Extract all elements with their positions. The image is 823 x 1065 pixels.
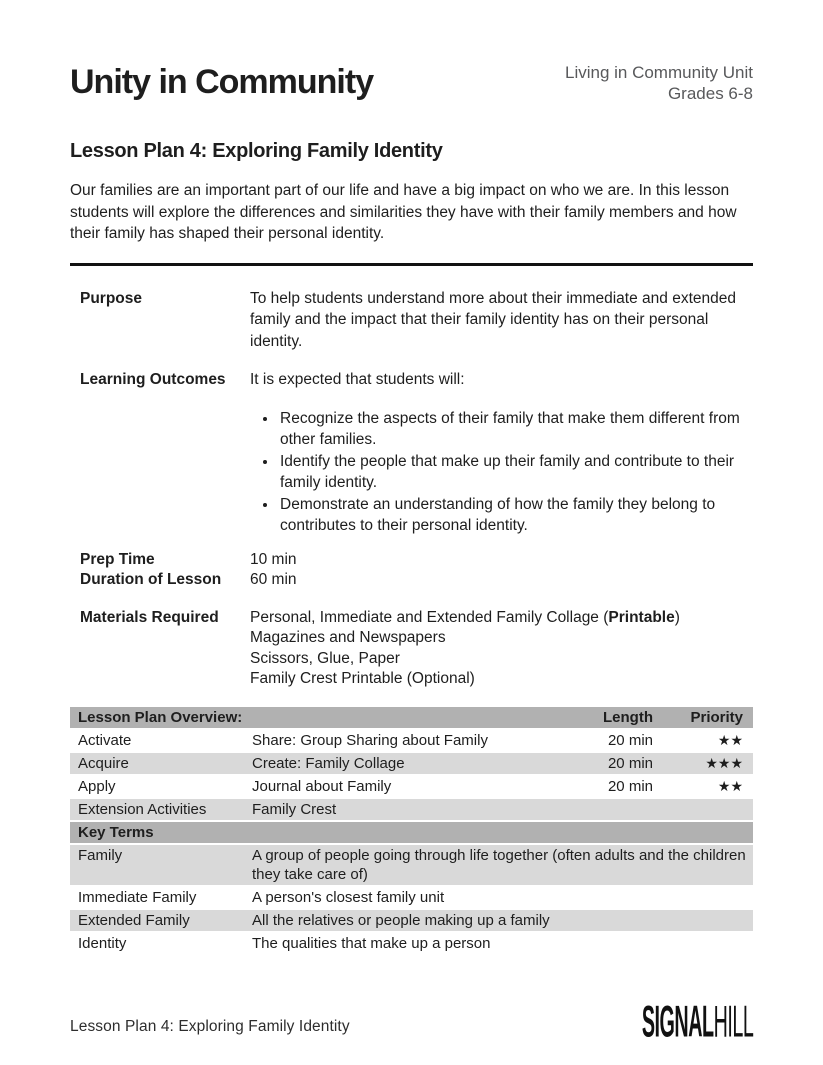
prep-time-value: 10 min <box>250 550 297 568</box>
overview-header-priority: Priority <box>690 708 743 726</box>
activity-cell: Activate <box>78 731 132 749</box>
section-divider <box>70 263 753 266</box>
definition-cell: The qualities that make up a person <box>252 934 491 952</box>
lesson-details-section <box>70 288 753 690</box>
activity-cell: Extension Activities <box>78 800 207 818</box>
materials-list <box>250 608 753 690</box>
materials-text-segment: Scissors, Glue, Paper <box>250 649 400 667</box>
document-footer <box>70 996 753 1046</box>
overview-row <box>70 753 753 776</box>
materials-bold-segment: Printable <box>608 608 675 626</box>
materials-text-segment: Magazines and Newspapers <box>250 629 446 646</box>
materials-text-segment: Personal, Immediate and Extended Family Collage ( <box>250 608 609 626</box>
footer-title: Lesson Plan 4: Exploring Family Identity <box>70 1017 350 1035</box>
description-cell: Journal about Family <box>252 777 392 795</box>
priority-stars: ★★ <box>717 777 743 794</box>
materials-line <box>250 608 753 629</box>
purpose-label: Purpose <box>80 289 143 307</box>
materials-row <box>80 608 753 690</box>
key-terms-header-spacer <box>252 823 753 842</box>
term-cell: Identity <box>78 934 127 952</box>
key-term-row <box>70 910 753 933</box>
learning-outcome-item: • Demonstrate an understanding of how the family they belong to contributes to their personal identity. <box>278 494 753 537</box>
materials-line <box>250 649 753 670</box>
learning-outcomes-list <box>250 408 753 537</box>
priority-stars <box>663 800 753 819</box>
unit-name: Living in Community Unit <box>564 63 753 82</box>
logo-hill-text: HILL <box>713 996 753 1046</box>
materials-text-segment: ) <box>674 608 680 626</box>
prep-time-row <box>80 550 753 571</box>
learning-outcome-item: • Identify the people that make up their family and contribute to their family identity. <box>278 451 753 494</box>
overview-header-row <box>70 707 753 730</box>
overview-header-title: Lesson Plan Overview: <box>78 708 243 726</box>
purpose-text: To help students understand more about their immediate and extended family and the impact that their family identity has on their personal identity. <box>250 289 736 350</box>
unit-grades: Grades 6-8 <box>667 84 753 103</box>
duration-value: 60 min <box>250 571 297 588</box>
length-cell: 20 min <box>607 754 653 772</box>
definition-cell: All the relatives or people making up a family <box>252 911 550 929</box>
page-title: Unity in Community <box>70 63 374 101</box>
length-cell <box>587 800 663 819</box>
materials-text-segment: Family Crest Printable (Optional) <box>250 670 475 687</box>
term-cell: Family <box>78 846 123 864</box>
prep-time-label: Prep Time <box>80 550 155 568</box>
activity-cell: Acquire <box>78 754 129 772</box>
duration-row <box>80 570 753 591</box>
materials-line <box>250 628 753 649</box>
definition-cell: A person's closest family unit <box>252 888 445 906</box>
key-term-row <box>70 933 753 956</box>
signalhill-logo <box>641 996 753 1046</box>
description-cell: Family Crest <box>252 800 337 818</box>
overview-row <box>70 776 753 799</box>
purpose-row <box>80 288 753 353</box>
overview-header-length: Length <box>603 708 653 726</box>
learning-outcomes-intro: It is expected that students will: <box>250 371 465 388</box>
key-term-row <box>70 887 753 910</box>
lesson-plan-overview-table <box>70 707 753 956</box>
materials-label: Materials Required <box>80 608 219 626</box>
key-terms-header: Key Terms <box>78 823 154 841</box>
term-cell: Extended Family <box>78 911 190 929</box>
unit-info <box>565 56 753 104</box>
intro-paragraph: Our families are an important part of our life and have a big impact on who we are. In this lesson students will explore the differences and similarities they have with their family members and how their family has shaped their personal identity. <box>70 182 737 242</box>
lesson-heading: Lesson Plan 4: Exploring Family Identity <box>70 140 443 162</box>
learning-outcomes-row <box>80 369 753 391</box>
materials-line <box>250 669 753 690</box>
key-term-row <box>70 845 753 887</box>
overview-row <box>70 730 753 753</box>
learning-outcomes-label: Learning Outcomes <box>80 371 226 388</box>
overview-rows <box>70 730 753 822</box>
document-header <box>70 56 753 104</box>
term-cell: Immediate Family <box>78 888 197 906</box>
description-cell: Share: Group Sharing about Family <box>252 731 488 749</box>
logo-signal-text: SIGNAL <box>641 996 714 1046</box>
overview-row <box>70 799 753 822</box>
length-cell: 20 min <box>607 731 653 749</box>
duration-label: Duration of Lesson <box>80 571 222 588</box>
key-terms-header-row <box>70 822 753 845</box>
learning-outcome-item: • Recognize the aspects of their family that make them different from other families. <box>278 408 753 451</box>
priority-stars: ★★★ <box>705 754 743 771</box>
key-terms-rows <box>70 845 753 956</box>
activity-cell: Apply <box>78 777 116 795</box>
definition-cell: A group of people going through life together (often adults and the children they take care of) <box>252 846 746 883</box>
priority-stars: ★★ <box>717 731 743 748</box>
description-cell: Create: Family Collage <box>252 754 405 772</box>
length-cell: 20 min <box>607 777 653 795</box>
